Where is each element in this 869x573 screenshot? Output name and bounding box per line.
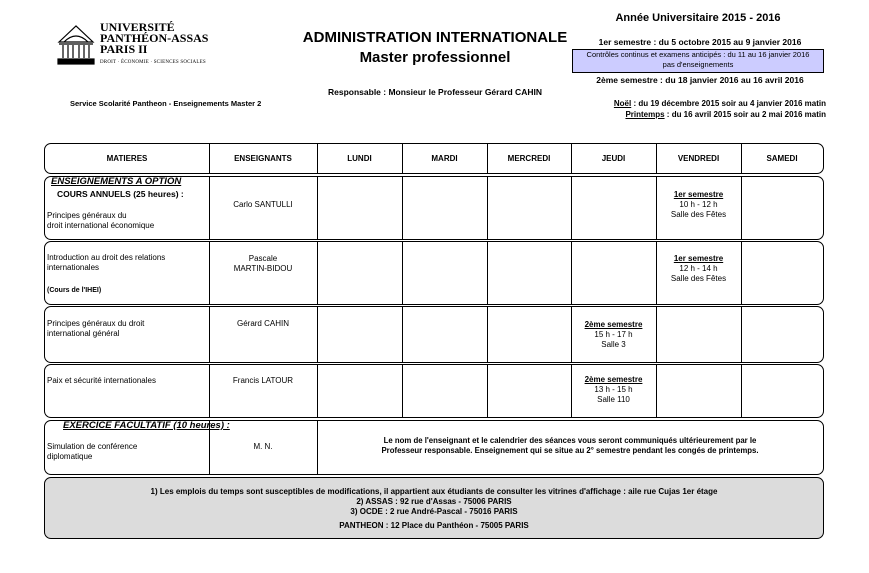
- course-schedule: 2ème semestre 15 h - 17 h Salle 3: [584, 320, 643, 349]
- footer-notes: [44, 477, 824, 539]
- section-title-option: ENSEIGNEMENTS A OPTION: [51, 176, 182, 187]
- holiday-printemps-text: : du 16 avril 2015 soir au 2 mai 2016 matin: [664, 110, 826, 119]
- table-row: [44, 176, 824, 240]
- course-schedule: 1er semestre 10 h - 12 h Salle des Fêtes: [670, 190, 727, 219]
- holidays: [556, 98, 826, 120]
- holiday-noel: [556, 98, 826, 109]
- column-header-vendredi: VENDREDI: [677, 154, 720, 163]
- course-teacher: Francis LATOUR: [232, 376, 294, 385]
- document-title: ADMINISTRATION INTERNATIONALE: [302, 29, 568, 46]
- exam-period-line-1: Contrôles continus et examens anticipés : du 11 au 16 janvier 2016: [586, 50, 810, 59]
- holiday-noel-label: Noël: [613, 99, 632, 108]
- university-name: [100, 22, 208, 68]
- holiday-printemps: [556, 109, 826, 120]
- semester-1-dates: 1er semestre : du 5 octobre 2015 au 9 janvier 2016: [598, 37, 802, 47]
- course-subject: Paix et sécurité internationales: [47, 376, 156, 385]
- course-schedule: 1er semestre 12 h - 14 h Salle des Fêtes: [670, 254, 727, 283]
- course-teacher: Pascale MARTIN-BIDOU: [233, 254, 293, 273]
- footer-line-4: PANTHEON : 12 Place du Panthéon - 75005 PARIS: [339, 521, 529, 530]
- table-header-row: [44, 143, 824, 174]
- course-subject: Principes généraux du droit international économique: [47, 211, 155, 230]
- course-note: (Cours de l'IHEI): [47, 287, 102, 294]
- course-subject: Introduction au droit des relations internationales: [47, 253, 166, 272]
- column-header-lundi: LUNDI: [347, 154, 372, 163]
- logo-line-2: PANTHÉON-ASSAS: [100, 31, 209, 45]
- table-row-optional: [44, 420, 824, 475]
- course-subject: Simulation de conférence diplomatique: [47, 442, 138, 461]
- column-header-mercredi: MERCREDI: [507, 154, 551, 163]
- holiday-printemps-label: Printemps: [625, 110, 665, 119]
- column-header-mardi: MARDI: [431, 154, 458, 163]
- column-header-enseignants: ENSEIGNANTS: [234, 154, 292, 163]
- column-header-matieres: MATIERES: [106, 154, 148, 163]
- course-teacher: M. N.: [253, 442, 273, 451]
- exam-period-line-2: pas d'enseignements: [662, 60, 734, 69]
- exam-period-box: [572, 49, 824, 73]
- column-header-jeudi: JEUDI: [601, 154, 626, 163]
- semester-2-dates: 2ème semestre : du 18 janvier 2016 au 16 avril 2016: [596, 75, 804, 85]
- course-schedule: 2ème semestre 13 h - 15 h Salle 110: [584, 375, 643, 404]
- section-title-optional: EXERCICE FACULTATIF (10 heures) :: [63, 420, 230, 431]
- table-row: [44, 364, 824, 418]
- footer-line-3: 3) OCDE : 2 rue André-Pascal - 75016 PARIS: [350, 507, 518, 516]
- table-row: [44, 241, 824, 305]
- section-subtitle-option: COURS ANNUELS (25 heures) :: [57, 189, 184, 199]
- footer-line-2: 2) ASSAS : 92 rue d'Assas - 75006 PARIS: [356, 497, 512, 506]
- document-subtitle: Master professionnel: [359, 49, 511, 66]
- academic-year: Année Universitaire 2015 - 2016: [615, 12, 781, 24]
- course-subject: Principes généraux du droit international général: [47, 319, 145, 338]
- holiday-noel-text: : du 19 décembre 2015 soir au 4 janvier 2016 matin: [631, 99, 826, 108]
- pantheon-building-icon: [58, 26, 94, 64]
- course-teacher: Gérard CAHIN: [236, 319, 289, 328]
- responsible-professor: Responsable : Monsieur le Professeur Gérard CAHIN: [328, 87, 542, 97]
- logo-line-4: DROIT · ÉCONOMIE · SCIENCES SOCIALES: [100, 60, 206, 65]
- logo-line-3: PARIS II: [100, 42, 148, 56]
- logo-line-1: UNIVERSITÉ: [100, 20, 175, 34]
- column-header-samedi: SAMEDI: [766, 154, 798, 163]
- optional-note: Le nom de l'enseignant et le calendrier des séances vous seront communiqués ultérieurement par le Professeur responsable. Enseignement qui se situe au 2° semestre pendant les congés de printemps.: [381, 436, 759, 455]
- document-title-block: [300, 28, 570, 68]
- service-label: Service Scolarité Pantheon - Enseignements Master 2: [70, 99, 262, 108]
- course-teacher: Carlo SANTULLI: [233, 200, 293, 209]
- table-row: [44, 306, 824, 363]
- footer-line-1: 1) Les emplois du temps sont susceptibles de modifications, il appartient aux étudiants de consulter les vitrines d'affichage : aile rue Cujas 1er étage: [150, 487, 718, 496]
